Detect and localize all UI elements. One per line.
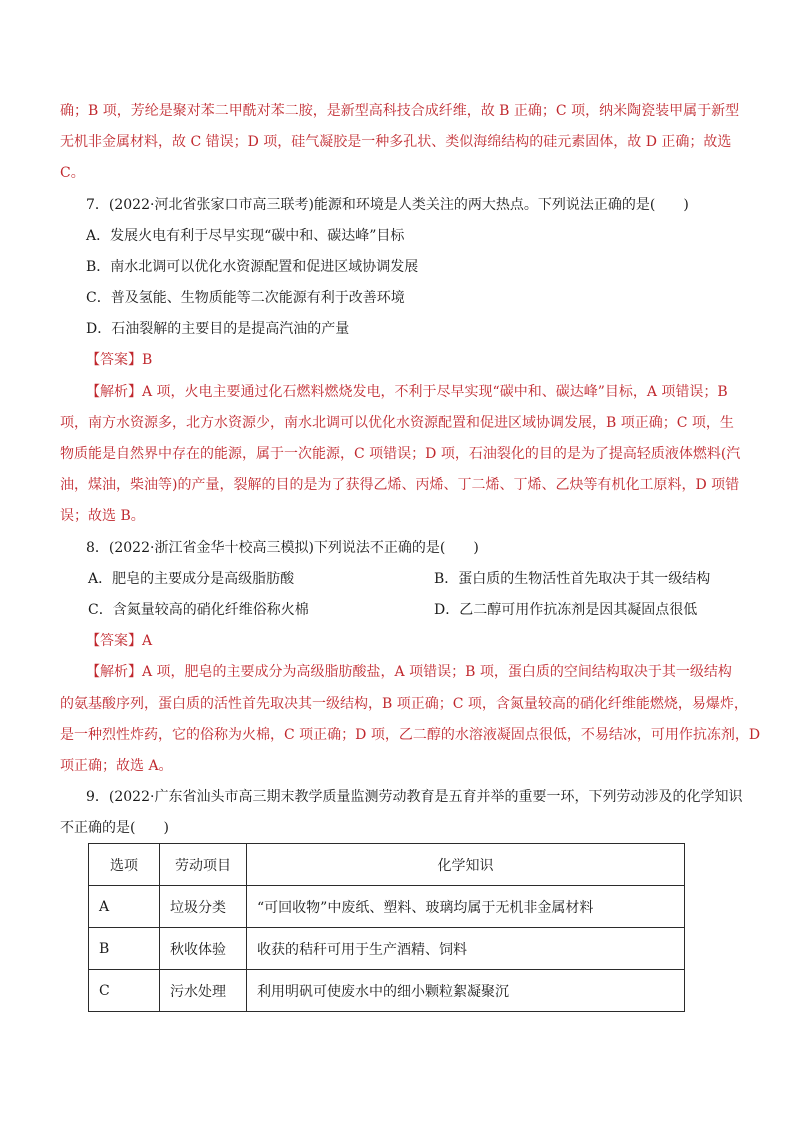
labor-table [88,843,685,1012]
intro-line-1: 确；B 项，芳纶是聚对苯二甲酰对苯二胺，是新型高科技合成纤维，故 B 正确；C 项，纳米陶瓷装甲属于新型 [60,103,740,119]
q8-answer: 【答案】A [86,633,153,649]
table-cell-labor: 污水处理 [160,970,247,1012]
q7-analysis-line-1: 【解析】A 项，火电主要通过化石燃料燃烧发电，不利于尽早实现“碳中和、碳达峰”目标，A 项错误；B [86,384,728,400]
q7-analysis-line-5: 误；故选 B。 [60,508,145,524]
q8-option-d: D．乙二醇可用作抗冻剂是因其凝固点很低 [434,602,698,618]
q8-analysis-line-1: 【解析】A 项，肥皂的主要成分为高级脂肪酸盐，A 项错误；B 项，蛋白质的空间结构取决于其一级结构 [86,664,732,680]
table-row [89,970,685,1012]
intro-line-3: C。 [60,165,85,181]
table-row [89,928,685,970]
q7-analysis-line-4: 油，煤油，柴油等)的产量，裂解的目的是为了获得乙烯、丙烯、丁二烯、丁烯、乙炔等有机化工原料，D 项错 [60,477,740,493]
table-cell-option: C [89,970,160,1012]
table-cell-option: A [89,886,160,928]
q8-analysis-line-4: 项正确；故选 A。 [60,758,173,774]
table-header-knowledge: 化学知识 [247,844,685,886]
q7-option-d: D．石油裂解的主要目的是提高汽油的产量 [86,321,350,337]
q8-option-b: B．蛋白质的生物活性首先取决于其一级结构 [434,571,711,587]
q9-stem-line-2: 不正确的是( ) [60,820,169,836]
q7-option-c: C．普及氢能、生物质能等二次能源有利于改善环境 [86,290,405,306]
table-cell-knowledge: “可回收物”中废纸、塑料、玻璃均属于无机非金属材料 [247,886,685,928]
q8-stem: 8．(2022·浙江省金华十校高三模拟)下列说法不正确的是( ) [86,540,479,556]
q8-analysis-line-2: 的氨基酸序列，蛋白质的活性首先取决其一级结构，B 项正确；C 项，含氮量较高的硝化纤维能燃烧，易爆炸， [60,696,748,712]
table-cell-option: B [89,928,160,970]
table-cell-knowledge: 收获的秸秆可用于生产酒精、饲料 [247,928,685,970]
q9-stem-line-1: 9．(2022·广东省汕头市高三期末教学质量监测劳动教育是五育并举的重要一环，下列劳动涉及的化学知识 [86,789,743,805]
q7-answer: 【答案】B [86,352,153,368]
q7-option-b: B．南水北调可以优化水资源配置和促进区域协调发展 [86,259,419,275]
table-cell-knowledge: 利用明矾可使废水中的细小颗粒絮凝聚沉 [247,970,685,1012]
table-cell-labor: 秋收体验 [160,928,247,970]
q7-analysis-line-2: 项，南方水资源多，北方水资源少，南水北调可以优化水资源配置和促进区域协调发展，B 项正确；C 项，生 [60,415,734,431]
q8-option-a: A．肥皂的主要成分是高级脂肪酸 [88,571,295,587]
table-header-option: 选项 [89,844,160,886]
q7-stem: 7．(2022·河北省张家口市高三联考)能源和环境是人类关注的两大热点。下列说法正确的是( ) [86,197,689,213]
q8-option-c: C．含氮量较高的硝化纤维俗称火棉 [88,602,309,618]
q7-analysis-line-3: 物质能是自然界中存在的能源，属于一次能源，C 项错误；D 项，石油裂化的目的是为了提高轻质液体燃料(汽 [60,446,741,462]
q8-analysis-line-3: 是一种烈性炸药，它的俗称为火棉，C 项正确；D 项，乙二醇的水溶液凝固点很低，不易结冰，可用作抗冻剂，D [60,727,761,743]
table-row [89,886,685,928]
q7-option-a: A．发展火电有利于尽早实现“碳中和、碳达峰”目标 [86,228,405,244]
intro-line-2: 无机非金属材料，故 C 错误；D 项，硅气凝胶是一种多孔状、类似海绵结构的硅元素固体，故 D 正确；故选 [60,134,732,150]
table-cell-labor: 垃圾分类 [160,886,247,928]
table-header-labor: 劳动项目 [160,844,247,886]
table-header-row [89,844,685,886]
